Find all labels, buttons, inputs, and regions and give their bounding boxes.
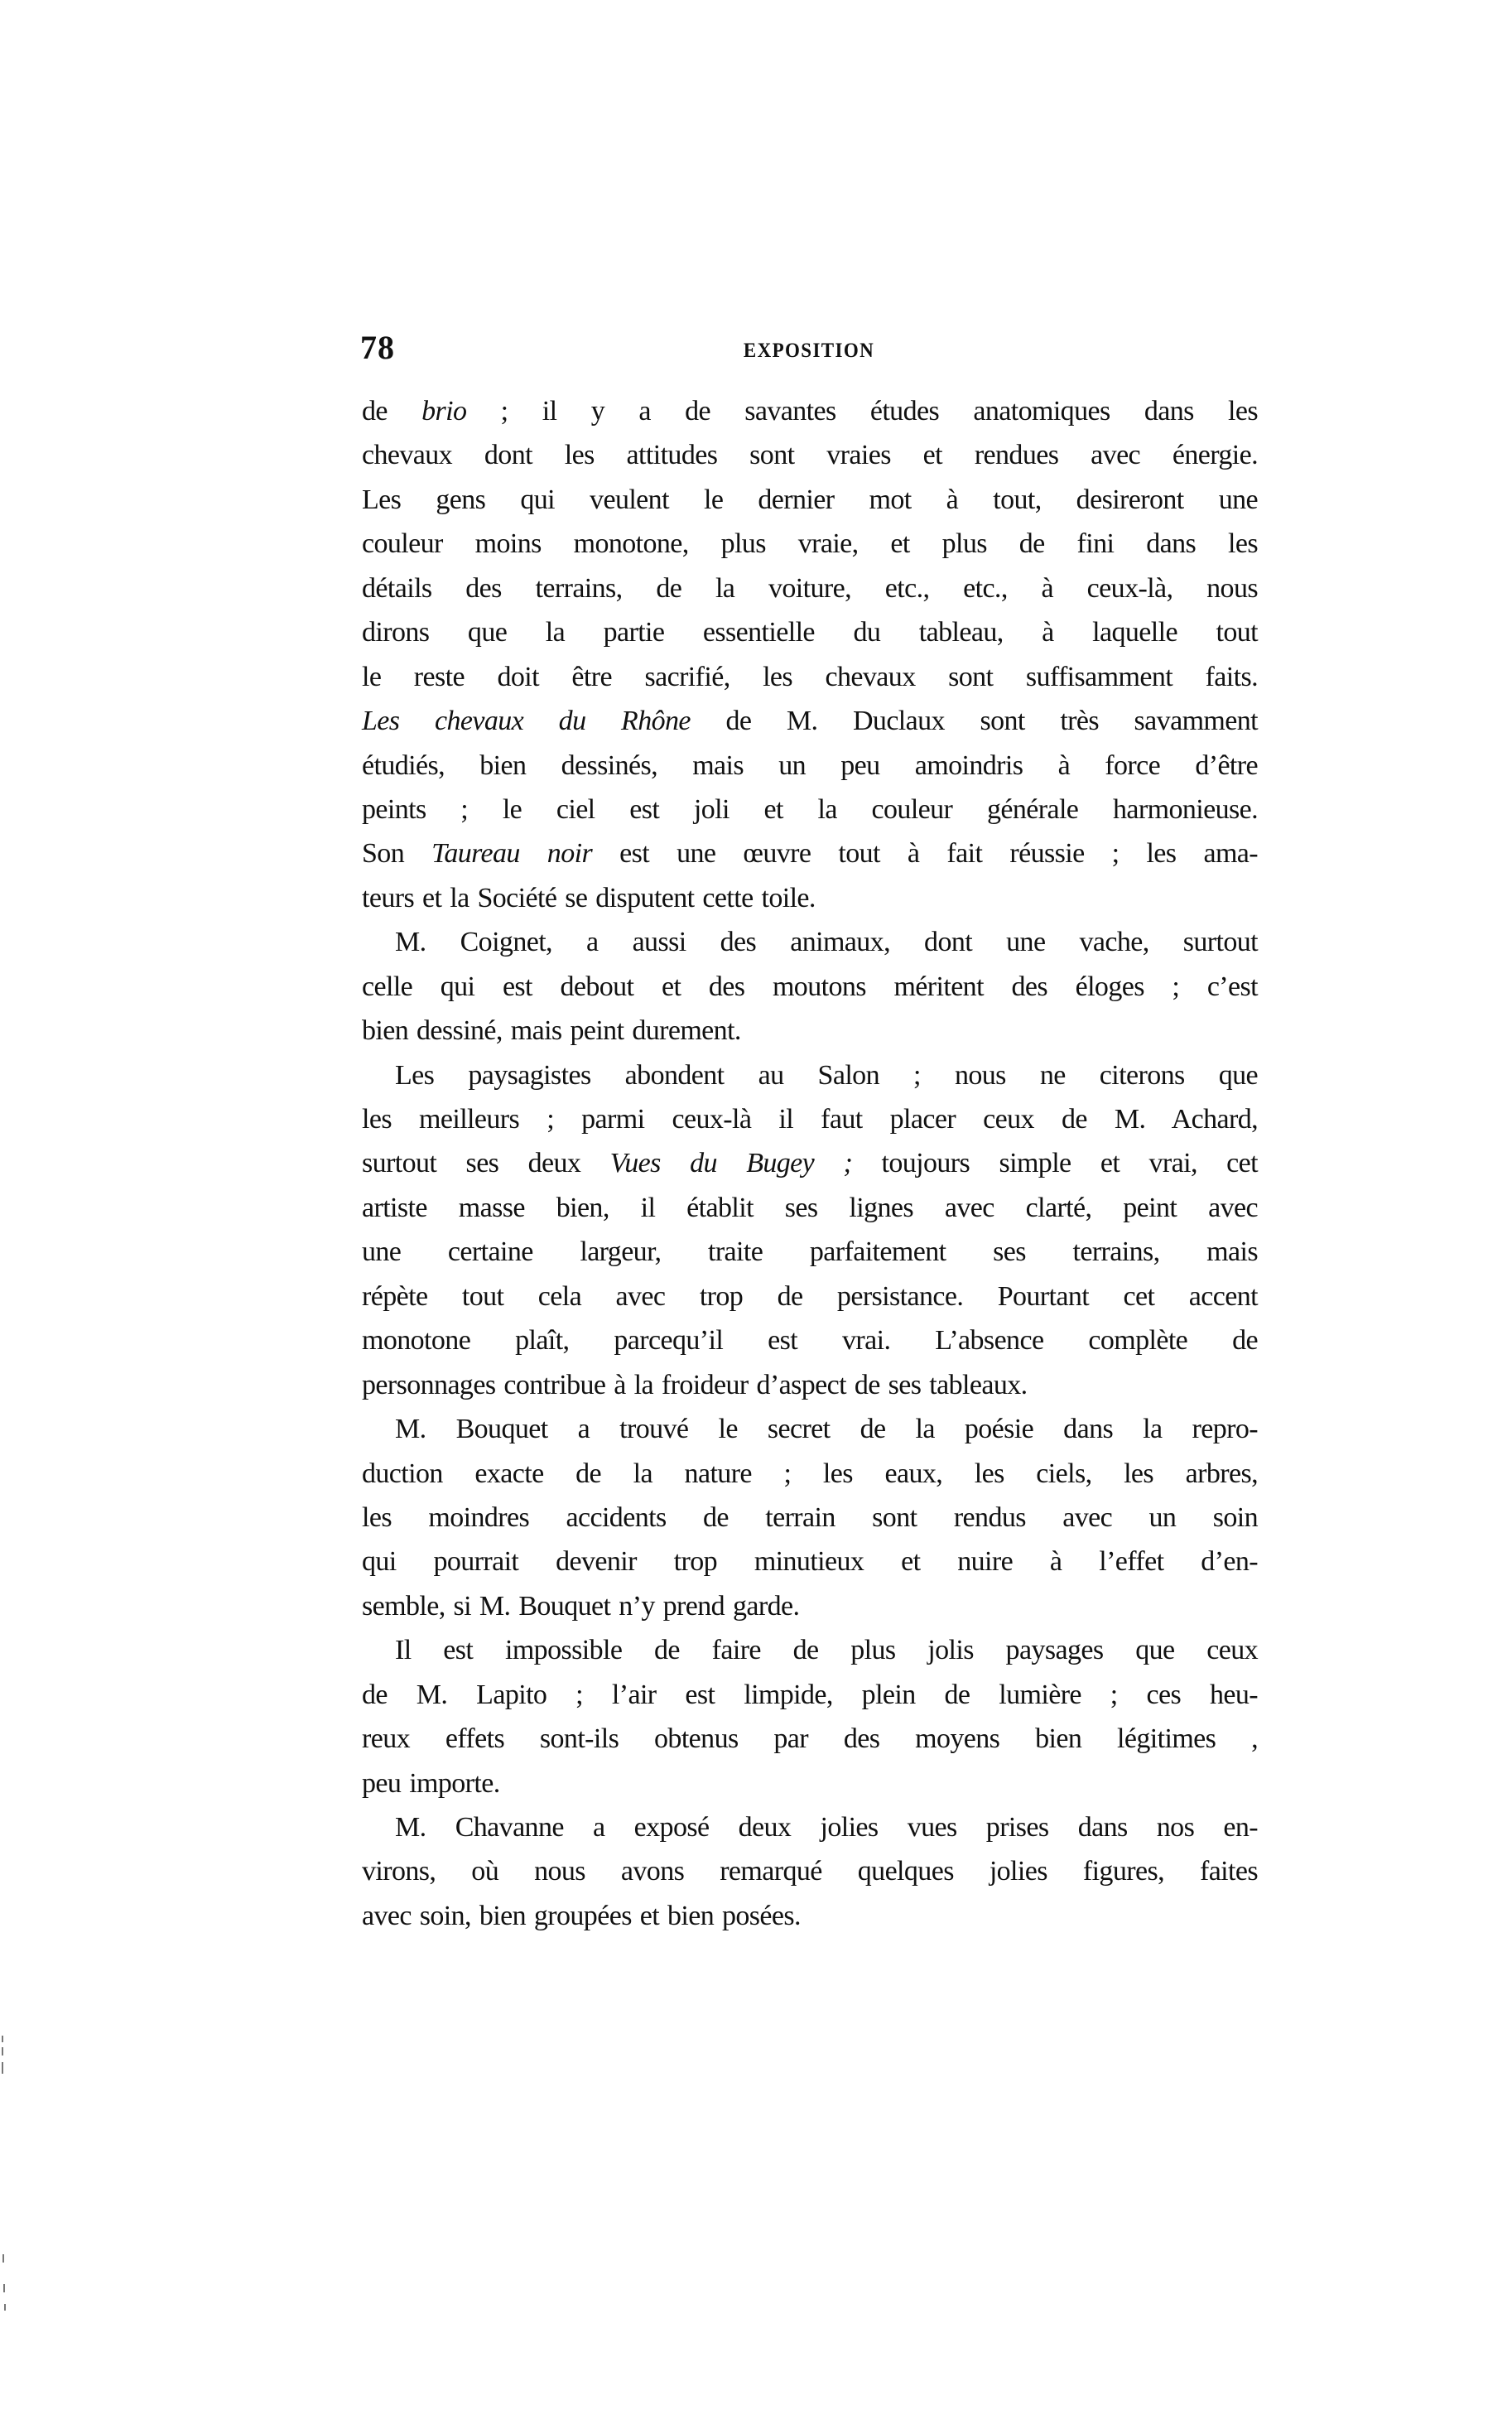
text-run: M. Bouquet a trouvé le secret de la poésie dans la repro- — [395, 1414, 1258, 1445]
text-run: bien dessiné, mais peint durement. — [362, 1015, 741, 1047]
text-line-content — [362, 1363, 1258, 1407]
text-run: une certaine largeur, traite parfaitement ses terrains, mais — [362, 1236, 1258, 1268]
scan-artifact — [2, 2036, 3, 2042]
scan-artifact — [2, 2062, 3, 2074]
text-run: de M. Duclaux sont très savamment — [690, 706, 1258, 737]
italic-title: Vues du Bugey ; — [609, 1148, 853, 1179]
text-run: les moindres accidents de terrain sont rendus avec un soin — [362, 1501, 1258, 1533]
text-line — [362, 1717, 1258, 1761]
text-run: celle qui est debout et des moutons méritent des éloges ; c’est — [362, 971, 1258, 1002]
text-run: les meilleurs ; parmi ceux-là il faut placer ceux de M. Achard, — [362, 1104, 1258, 1135]
text-line-content — [362, 478, 1258, 522]
text-line-content — [362, 1894, 1258, 1938]
text-line-content — [362, 788, 1258, 831]
text-line — [362, 1584, 1258, 1628]
italic-title: Les chevaux du Rhône — [362, 706, 691, 737]
text-line-content — [362, 1849, 1258, 1893]
text-line-content — [362, 1275, 1258, 1318]
text-line — [362, 433, 1258, 477]
text-run: reux effets sont-ils obtenus par des moyens bien légitimes , — [362, 1723, 1258, 1755]
scan-artifact — [3, 2284, 5, 2292]
text-line — [362, 1363, 1258, 1407]
text-line — [362, 1805, 1258, 1849]
text-line-content — [362, 389, 1258, 433]
text-line-content — [362, 699, 1258, 743]
text-line-content — [395, 1407, 1258, 1451]
text-line-content — [362, 1318, 1258, 1362]
text-line — [362, 1407, 1258, 1451]
text-line — [362, 1230, 1258, 1274]
text-line-content — [362, 522, 1258, 566]
text-line — [362, 876, 1258, 920]
text-line-content — [362, 1584, 1258, 1628]
text-run: dirons que la partie essentielle du tableau, à laquelle tout — [362, 617, 1258, 648]
text-line-content — [362, 1141, 1258, 1185]
text-line-content — [362, 1097, 1258, 1141]
text-line-content — [395, 1628, 1258, 1672]
text-line-content — [362, 655, 1258, 699]
text-line — [362, 1849, 1258, 1893]
text-run: répète tout cela avec trop de persistance. Pourtant cet accent — [362, 1280, 1258, 1312]
text-run: détails des terrains, de la voiture, etc., etc., à ceux-là, nous — [362, 572, 1258, 604]
text-run: semble, si M. Bouquet n’y prend garde. — [362, 1590, 800, 1622]
text-line-content — [395, 920, 1258, 964]
text-line-content — [362, 566, 1258, 610]
text-line-content — [362, 1230, 1258, 1274]
text-line — [362, 1673, 1258, 1717]
text-run: monotone plaît, parcequ’il est vrai. L’absence complète de — [362, 1325, 1258, 1357]
body-text — [362, 389, 1258, 1938]
text-run: couleur moins monotone, plus vraie, et plus de fini dans les — [362, 528, 1258, 560]
text-line-content — [362, 1009, 1258, 1053]
text-run: surtout ses deux — [362, 1148, 610, 1179]
text-run: artiste masse bien, il établit ses lignes avec clarté, peint avec — [362, 1192, 1258, 1223]
text-line-content — [362, 876, 1258, 920]
text-line — [362, 788, 1258, 831]
text-run: est une œuvre tout à fait réussie ; les ama- — [592, 838, 1258, 870]
text-run: M. Coignet, a aussi des animaux, dont une vache, surtout — [395, 927, 1258, 958]
scan-artifact — [2, 2047, 3, 2055]
text-run: virons, où nous avons remarqué quelques jolies figures, faites — [362, 1856, 1258, 1887]
text-line-content — [362, 965, 1258, 1009]
text-run: duction exacte de la nature ; les eaux, les ciels, les arbres, — [362, 1458, 1258, 1489]
text-line-content — [362, 1762, 1258, 1805]
text-run: chevaux dont les attitudes sont vraies et rendues avec énergie. — [362, 440, 1258, 471]
text-line — [362, 1318, 1258, 1362]
text-line — [362, 1628, 1258, 1672]
text-run: toujours simple et vrai, cet — [852, 1148, 1258, 1179]
text-run: Son — [362, 838, 432, 870]
text-line-content — [362, 1717, 1258, 1761]
text-line-content — [362, 1186, 1258, 1230]
text-line — [362, 831, 1258, 875]
text-line — [362, 389, 1258, 433]
text-line — [362, 478, 1258, 522]
text-run: qui pourrait devenir trop minutieux et nuire à l’effet d’en- — [362, 1546, 1258, 1578]
text-line — [362, 1097, 1258, 1141]
text-run: personnages contribue à la froideur d’aspect de ses tableaux. — [362, 1369, 1028, 1400]
text-line — [362, 965, 1258, 1009]
text-run: peints ; le ciel est joli et la couleur générale harmonieuse. — [362, 793, 1258, 825]
text-line — [362, 610, 1258, 654]
text-run: Les paysagistes abondent au Salon ; nous ne citerons que — [395, 1059, 1258, 1091]
text-run: Il est impossible de faire de plus jolis paysages que ceux — [395, 1635, 1258, 1666]
scan-artifact — [4, 2304, 6, 2311]
text-line-content — [362, 1452, 1258, 1496]
text-run: de — [362, 396, 422, 427]
text-line — [362, 1540, 1258, 1583]
running-title: EXPOSITION — [743, 340, 875, 362]
text-line — [362, 1496, 1258, 1540]
text-line-content — [362, 1496, 1258, 1540]
text-run: étudiés, bien dessinés, mais un peu amoindris à force d’être — [362, 749, 1258, 781]
text-line — [362, 1009, 1258, 1053]
text-line — [362, 699, 1258, 743]
text-line — [362, 744, 1258, 788]
text-line-content — [395, 1053, 1258, 1097]
text-line — [362, 1894, 1258, 1938]
text-run: teurs et la Société se disputent cette toile. — [362, 882, 816, 913]
scan-artifact — [2, 2254, 4, 2263]
text-line — [362, 1141, 1258, 1185]
text-line — [362, 655, 1258, 699]
text-run: peu importe. — [362, 1767, 500, 1799]
text-line — [362, 1275, 1258, 1318]
text-line — [362, 1053, 1258, 1097]
text-line — [362, 1762, 1258, 1805]
text-run: le reste doit être sacrifié, les chevaux sont suffisamment faits. — [362, 661, 1258, 692]
text-line-content — [362, 433, 1258, 477]
italic-title: brio — [421, 396, 467, 427]
page-number: 78 — [360, 329, 395, 366]
text-line — [362, 920, 1258, 964]
italic-title: Taureau noir — [431, 838, 593, 870]
text-line — [362, 1452, 1258, 1496]
running-head — [360, 330, 1258, 366]
text-run: M. Chavanne a exposé deux jolies vues prises dans nos en- — [395, 1812, 1258, 1843]
text-run: avec soin, bien groupées et bien posées. — [362, 1900, 801, 1931]
text-line — [362, 522, 1258, 566]
text-line-content — [362, 744, 1258, 788]
text-line-content — [395, 1805, 1258, 1849]
text-line-content — [362, 1540, 1258, 1583]
text-line-content — [362, 831, 1258, 875]
text-line — [362, 1186, 1258, 1230]
text-line-content — [362, 610, 1258, 654]
text-line — [362, 566, 1258, 610]
text-run: de M. Lapito ; l’air est limpide, plein de lumière ; ces heu- — [362, 1679, 1258, 1710]
text-run: ; il y a de savantes études anatomiques dans les — [466, 396, 1258, 427]
text-line-content — [362, 1673, 1258, 1717]
text-run: Les gens qui veulent le dernier mot à tout, desireront une — [362, 484, 1258, 515]
